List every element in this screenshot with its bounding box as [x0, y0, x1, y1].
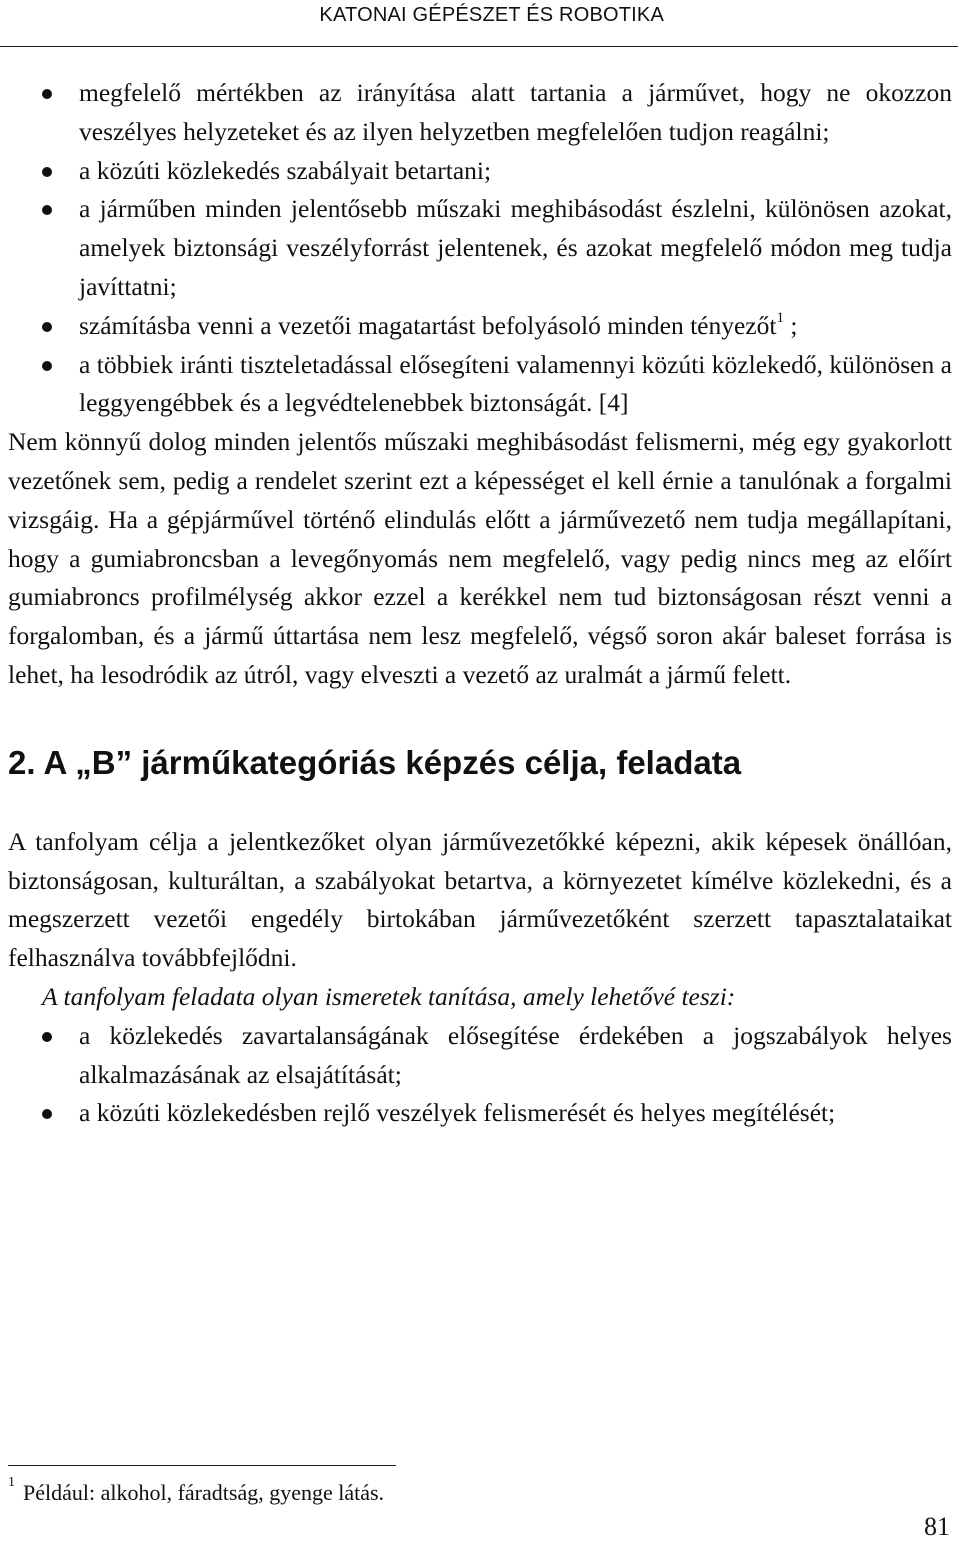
requirements-list	[8, 74, 952, 423]
list-item-punct: ;	[790, 310, 798, 340]
running-header	[0, 0, 958, 47]
list-item-text: a közúti közlekedés szabályait betartani;	[79, 155, 492, 185]
list-item-text: a közlekedés zavartalanságának elősegítése érdekében a jogszabályok helyes alkalmazásának az elsajátítását;	[79, 1020, 952, 1089]
list-item	[8, 307, 952, 346]
list-item-text: megfelelő mértékben az irányítása alatt tartania a járművet, hogy ne okozzon veszélyes helyzeteket és az ilyen helyzetben megfelelően tudjon reagálni;	[79, 78, 952, 146]
page-body	[8, 74, 952, 1133]
list-item-text: a többiek iránti tiszteletadással elősegíteni valamennyi közúti közlekedő, különösen a leggyengébbek és a legvédtelenebbek biztonságát. [4]	[79, 349, 952, 418]
footnote-ref: 1	[776, 310, 784, 327]
header-title: KATONAI GÉPÉSZET ÉS ROBOTIKA	[319, 4, 664, 26]
footnote	[8, 1474, 385, 1508]
footnote-text: Például: alkohol, fáradtság, gyenge látás.	[23, 1480, 385, 1505]
task-list	[8, 1017, 952, 1133]
list-item-text: a járműben minden jelentősebb műszaki meghibásodást észlelni, különösen azokat, amelyek biztonsági veszélyforrást jelentenek, és azokat megfelelő módon meg tudja javíttatni;	[79, 194, 952, 301]
list-item-text: számításba venni a vezetői magatartást befolyásoló minden tényezőt	[79, 310, 777, 340]
footnote-divider	[8, 1465, 396, 1466]
list-item	[8, 152, 952, 191]
list-item	[8, 74, 952, 152]
page-number: 81	[924, 1512, 950, 1541]
section-heading: 2. A „B” járműkategóriás képzés célja, feladata	[8, 743, 742, 781]
list-item	[8, 1094, 952, 1133]
body-paragraph: A tanfolyam célja a jelentkezőket olyan járművezetőkké képezni, akik képesek önállóan, biztonságosan, kulturáltan, a szabályokat betartva, a környezetet kímélve közlekedni, és a megszerzett vezetői engedély birtokában járművezetőként szerzett tapasztalataikat felhasználva továbbfejlődni.	[8, 826, 952, 973]
list-item	[8, 346, 952, 424]
list-item	[8, 190, 952, 306]
list-item	[8, 1017, 952, 1095]
footnote-number: 1	[8, 1474, 15, 1490]
list-item-text: a közúti közlekedésben rejlő veszélyek felismerését és helyes megítélését;	[79, 1098, 836, 1128]
italic-lead: A tanfolyam feladata olyan ismeretek tanítása, amely lehetővé teszi:	[42, 981, 736, 1011]
body-paragraph: Nem könnyű dolog minden jelentős műszaki meghibásodást felismerni, még egy gyakorlott vezetőnek sem, pedig a rendelet szerint ezt a képességet el kell érnie a tanulónak a forgalmi vizsgáig. Ha a gépjárművel történő elindulás előtt a járművezető nem tudja megállapítani, hogy a gumiabroncsban a levegőnyomás nem megfelelő, vagy pedig nincs meg az előírt gumiabroncs profilmélység akkor ezzel a kerékkel nem tud biztonságosan részt venni a forgalomban, és a jármű úttartása nem lesz megfelelő, végső soron akár baleset forrása is lehet, ha lesodródik az útról, vagy elveszti a vezető az uralmát a jármű felett.	[8, 427, 952, 689]
